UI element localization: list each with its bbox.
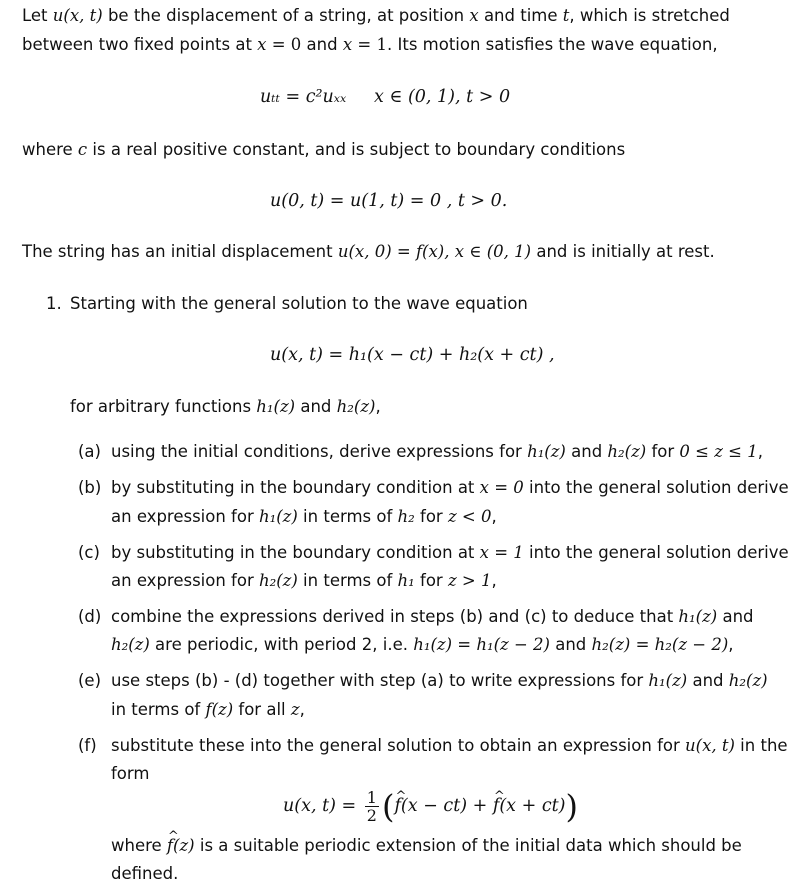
math: x = 0: [479, 478, 524, 497]
text: for all: [233, 700, 291, 719]
text: in terms of: [111, 700, 206, 719]
math: = 0: [266, 35, 302, 54]
math: h₁(z): [256, 397, 296, 416]
text: for: [414, 507, 448, 526]
text: for: [646, 442, 680, 461]
part-d-label: (d): [78, 607, 102, 626]
math: 0 ≤ z ≤ 1: [679, 442, 758, 461]
final-solution-equation: [283, 786, 578, 826]
math: z > 1: [447, 571, 492, 590]
text: for arbitrary functions: [70, 397, 257, 416]
part-b-line-1: [111, 476, 789, 500]
general-solution-equation: u(x, t) = h₁(x − ct) + h₂(x + ct) ,: [270, 345, 555, 365]
math: (x − ct) +: [400, 796, 493, 816]
initial-displacement-line: [22, 240, 715, 264]
part-f-line-2: form: [111, 764, 150, 783]
text: and: [295, 397, 337, 416]
left-paren: (: [381, 787, 395, 826]
math: h₁: [397, 571, 415, 590]
part-c-line-1: [111, 541, 789, 565]
math: u(x, t) =: [283, 796, 357, 816]
boundary-conditions-equation: u(0, t) = u(1, t) = 0 , t > 0.: [270, 191, 508, 211]
math: h₂(z): [728, 671, 768, 690]
text: is a suitable periodic extension of the initial data which should be: [194, 836, 742, 855]
text: an expression for: [111, 507, 259, 526]
part-c-line-2: [111, 569, 497, 593]
text: and: [687, 671, 729, 690]
math: = 1: [352, 35, 387, 54]
math: h₂(z): [111, 635, 150, 654]
math: h₂(z): [607, 442, 647, 461]
f-hat: ^ f: [394, 786, 400, 826]
item-number: 1.: [46, 294, 62, 313]
text: and: [565, 442, 608, 461]
part-e-line-1: [111, 669, 768, 693]
text: into the general solution derive: [523, 478, 789, 497]
text: combine the expressions derived in steps (b) and (c) to deduce that: [111, 607, 679, 626]
math: h₁(z): [678, 607, 718, 626]
text: in terms of: [297, 571, 398, 590]
text: for: [414, 571, 448, 590]
text: substitute these into the general solution to obtain an expression for: [111, 736, 685, 755]
text: are periodic, with period 2, i.e.: [149, 635, 414, 654]
part-f-where-line-2: defined.: [111, 864, 179, 883]
wave-equation: uₜₜ = c²uₓₓ x ∈ (0, 1), t > 0: [260, 87, 511, 107]
part-e-line-2: [111, 698, 305, 722]
text: . Its motion satisfies the wave equation,: [387, 35, 718, 54]
intro-line-2: [22, 33, 718, 57]
part-d-line-2: [111, 633, 734, 657]
part-a-label: (a): [78, 442, 101, 461]
part-b-line-2: [111, 505, 497, 529]
f-hat: ^ f: [167, 834, 173, 858]
text: and: [717, 607, 754, 626]
math: h₂: [397, 507, 415, 526]
part-a-text: [111, 440, 763, 464]
math: z: [290, 700, 300, 719]
math: u(x, t): [52, 6, 103, 25]
text: is a real positive constant, and is subject to boundary conditions: [87, 140, 626, 159]
math: (x + ct): [499, 796, 566, 816]
text: and time: [478, 6, 563, 25]
math: x: [257, 35, 267, 54]
part-b-label: (b): [78, 478, 102, 497]
one-half-fraction: [365, 789, 379, 824]
part-f-where-line-1: [111, 834, 742, 858]
text: in the: [734, 736, 788, 755]
intro-line-1: [22, 4, 730, 28]
part-e-label: (e): [78, 671, 102, 690]
math: (z): [173, 836, 195, 855]
math: u(x, t): [685, 736, 735, 755]
text: Let: [22, 6, 53, 25]
part-f-label: (f): [78, 736, 97, 755]
part-d-line-1: [111, 605, 754, 629]
math: h₁(z): [527, 442, 566, 461]
text: an expression for: [111, 571, 259, 590]
math: h₁(z): [259, 507, 298, 526]
text: and: [301, 35, 343, 54]
text: in terms of: [297, 507, 398, 526]
text: into the general solution derive: [523, 543, 789, 562]
text: by substituting in the boundary condition at: [111, 543, 480, 562]
where-c-line: [22, 138, 625, 162]
text: ,: [728, 635, 734, 654]
text: ,: [375, 397, 381, 416]
math: h₁(z): [648, 671, 688, 690]
math: x = 1: [479, 543, 524, 562]
math: u(x, 0) = f(x), x ∈ (0, 1): [337, 242, 532, 261]
right-paren: ): [565, 787, 578, 826]
math: h₂(z) = h₂(z − 2): [591, 635, 729, 654]
item-1-text: Starting with the general solution to the wave equation: [70, 294, 528, 313]
math: f(z): [205, 700, 234, 719]
math: t: [562, 6, 570, 25]
text: use steps (b) - (d) together with step (a) to write expressions for: [111, 671, 649, 690]
fraction-numerator: 1: [366, 788, 377, 807]
text: be the displacement of a string, at position: [102, 6, 470, 25]
part-f-line-1: [111, 734, 788, 758]
text: ,: [757, 442, 763, 461]
math: c: [77, 140, 88, 159]
part-c-label: (c): [78, 543, 100, 562]
text: and: [549, 635, 592, 654]
math: h₁(z) = h₁(z − 2): [413, 635, 550, 654]
text: ,: [491, 571, 497, 590]
text: where: [22, 140, 78, 159]
text: using the initial conditions, derive expressions for: [111, 442, 528, 461]
text: ,: [491, 507, 497, 526]
text: The string has an initial displacement: [22, 242, 338, 261]
text: between two fixed points at: [22, 35, 258, 54]
math: h₂(z): [336, 397, 376, 416]
math: x: [342, 35, 353, 54]
f-hat: ^ f: [493, 786, 499, 826]
text: and is initially at rest.: [531, 242, 715, 261]
text: where: [111, 836, 167, 855]
arbitrary-functions-line: [70, 395, 381, 419]
text: ,: [299, 700, 305, 719]
math: x: [469, 6, 479, 25]
text: by substituting in the boundary condition at: [111, 478, 480, 497]
math: z < 0: [447, 507, 492, 526]
math: h₂(z): [259, 571, 298, 590]
fraction-denominator: 2: [366, 806, 377, 825]
text: , which is stretched: [569, 6, 730, 25]
